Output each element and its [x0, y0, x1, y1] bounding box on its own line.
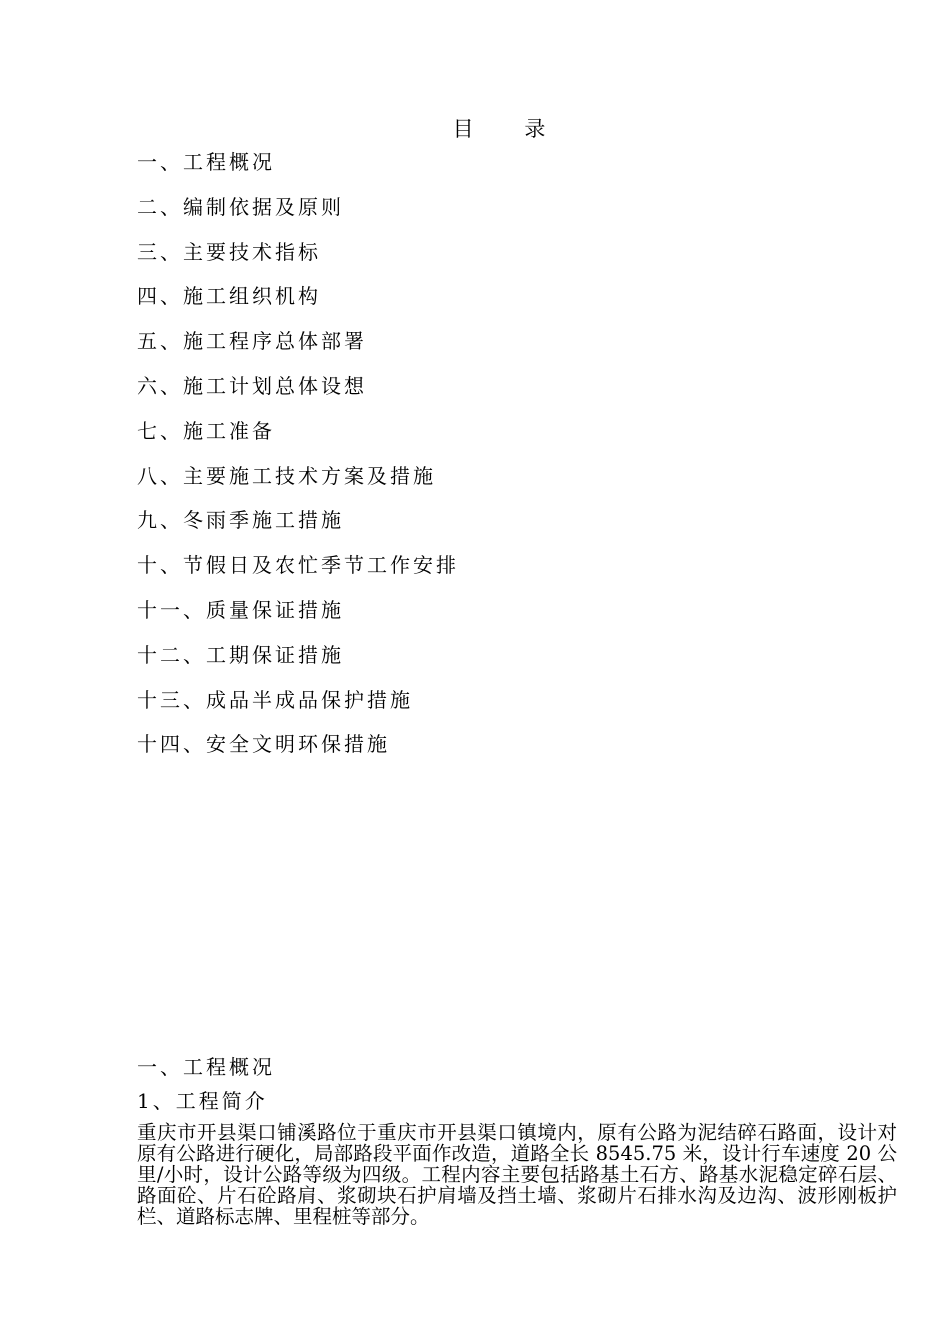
toc-item: 十一、质量保证措施 — [137, 597, 344, 622]
toc-item: 七、施工准备 — [137, 418, 275, 443]
toc-item: 三、主要技术指标 — [137, 239, 321, 264]
section-paragraph: 重庆市开县渠口铺溪路位于重庆市开县渠口镇境内，原有公路为泥结碎石路面，设计对原有公路进行硬化，局部路段平面作改造，道路全长 8545.75 米，设计行车速度 20 公里/小时，设计公路等级为四级。工程内容主要包括路基土石方、路基水泥稳定碎石层、路面砼、片石砼路肩、浆砌块石护肩墙及挡土墙、浆砌片石排水沟及边沟、波形刚板护栏、道路标志牌、里程桩等部分。 — [137, 1121, 897, 1228]
toc-item: 六、施工计划总体设想 — [137, 373, 367, 398]
section-heading: 一、工程概况 — [137, 1055, 275, 1079]
toc-list — [137, 148, 459, 775]
toc-item: 八、主要施工技术方案及措施 — [137, 463, 436, 488]
toc-item: 四、施工组织机构 — [137, 284, 321, 309]
section-subheading: 1、工程简介 — [137, 1089, 268, 1113]
toc-item: 十、节假日及农忙季节工作安排 — [137, 553, 459, 578]
toc-title: 目 录 — [452, 117, 568, 141]
toc-item: 十三、成品半成品保护措施 — [137, 687, 413, 712]
toc-item: 十四、安全文明环保措施 — [137, 732, 390, 757]
toc-item: 二、编制依据及原则 — [137, 194, 344, 219]
toc-item: 九、冬雨季施工措施 — [137, 508, 344, 533]
toc-item: 五、施工程序总体部署 — [137, 329, 367, 354]
toc-item: 十二、工期保证措施 — [137, 642, 344, 667]
toc-item: 一、工程概况 — [137, 150, 275, 174]
